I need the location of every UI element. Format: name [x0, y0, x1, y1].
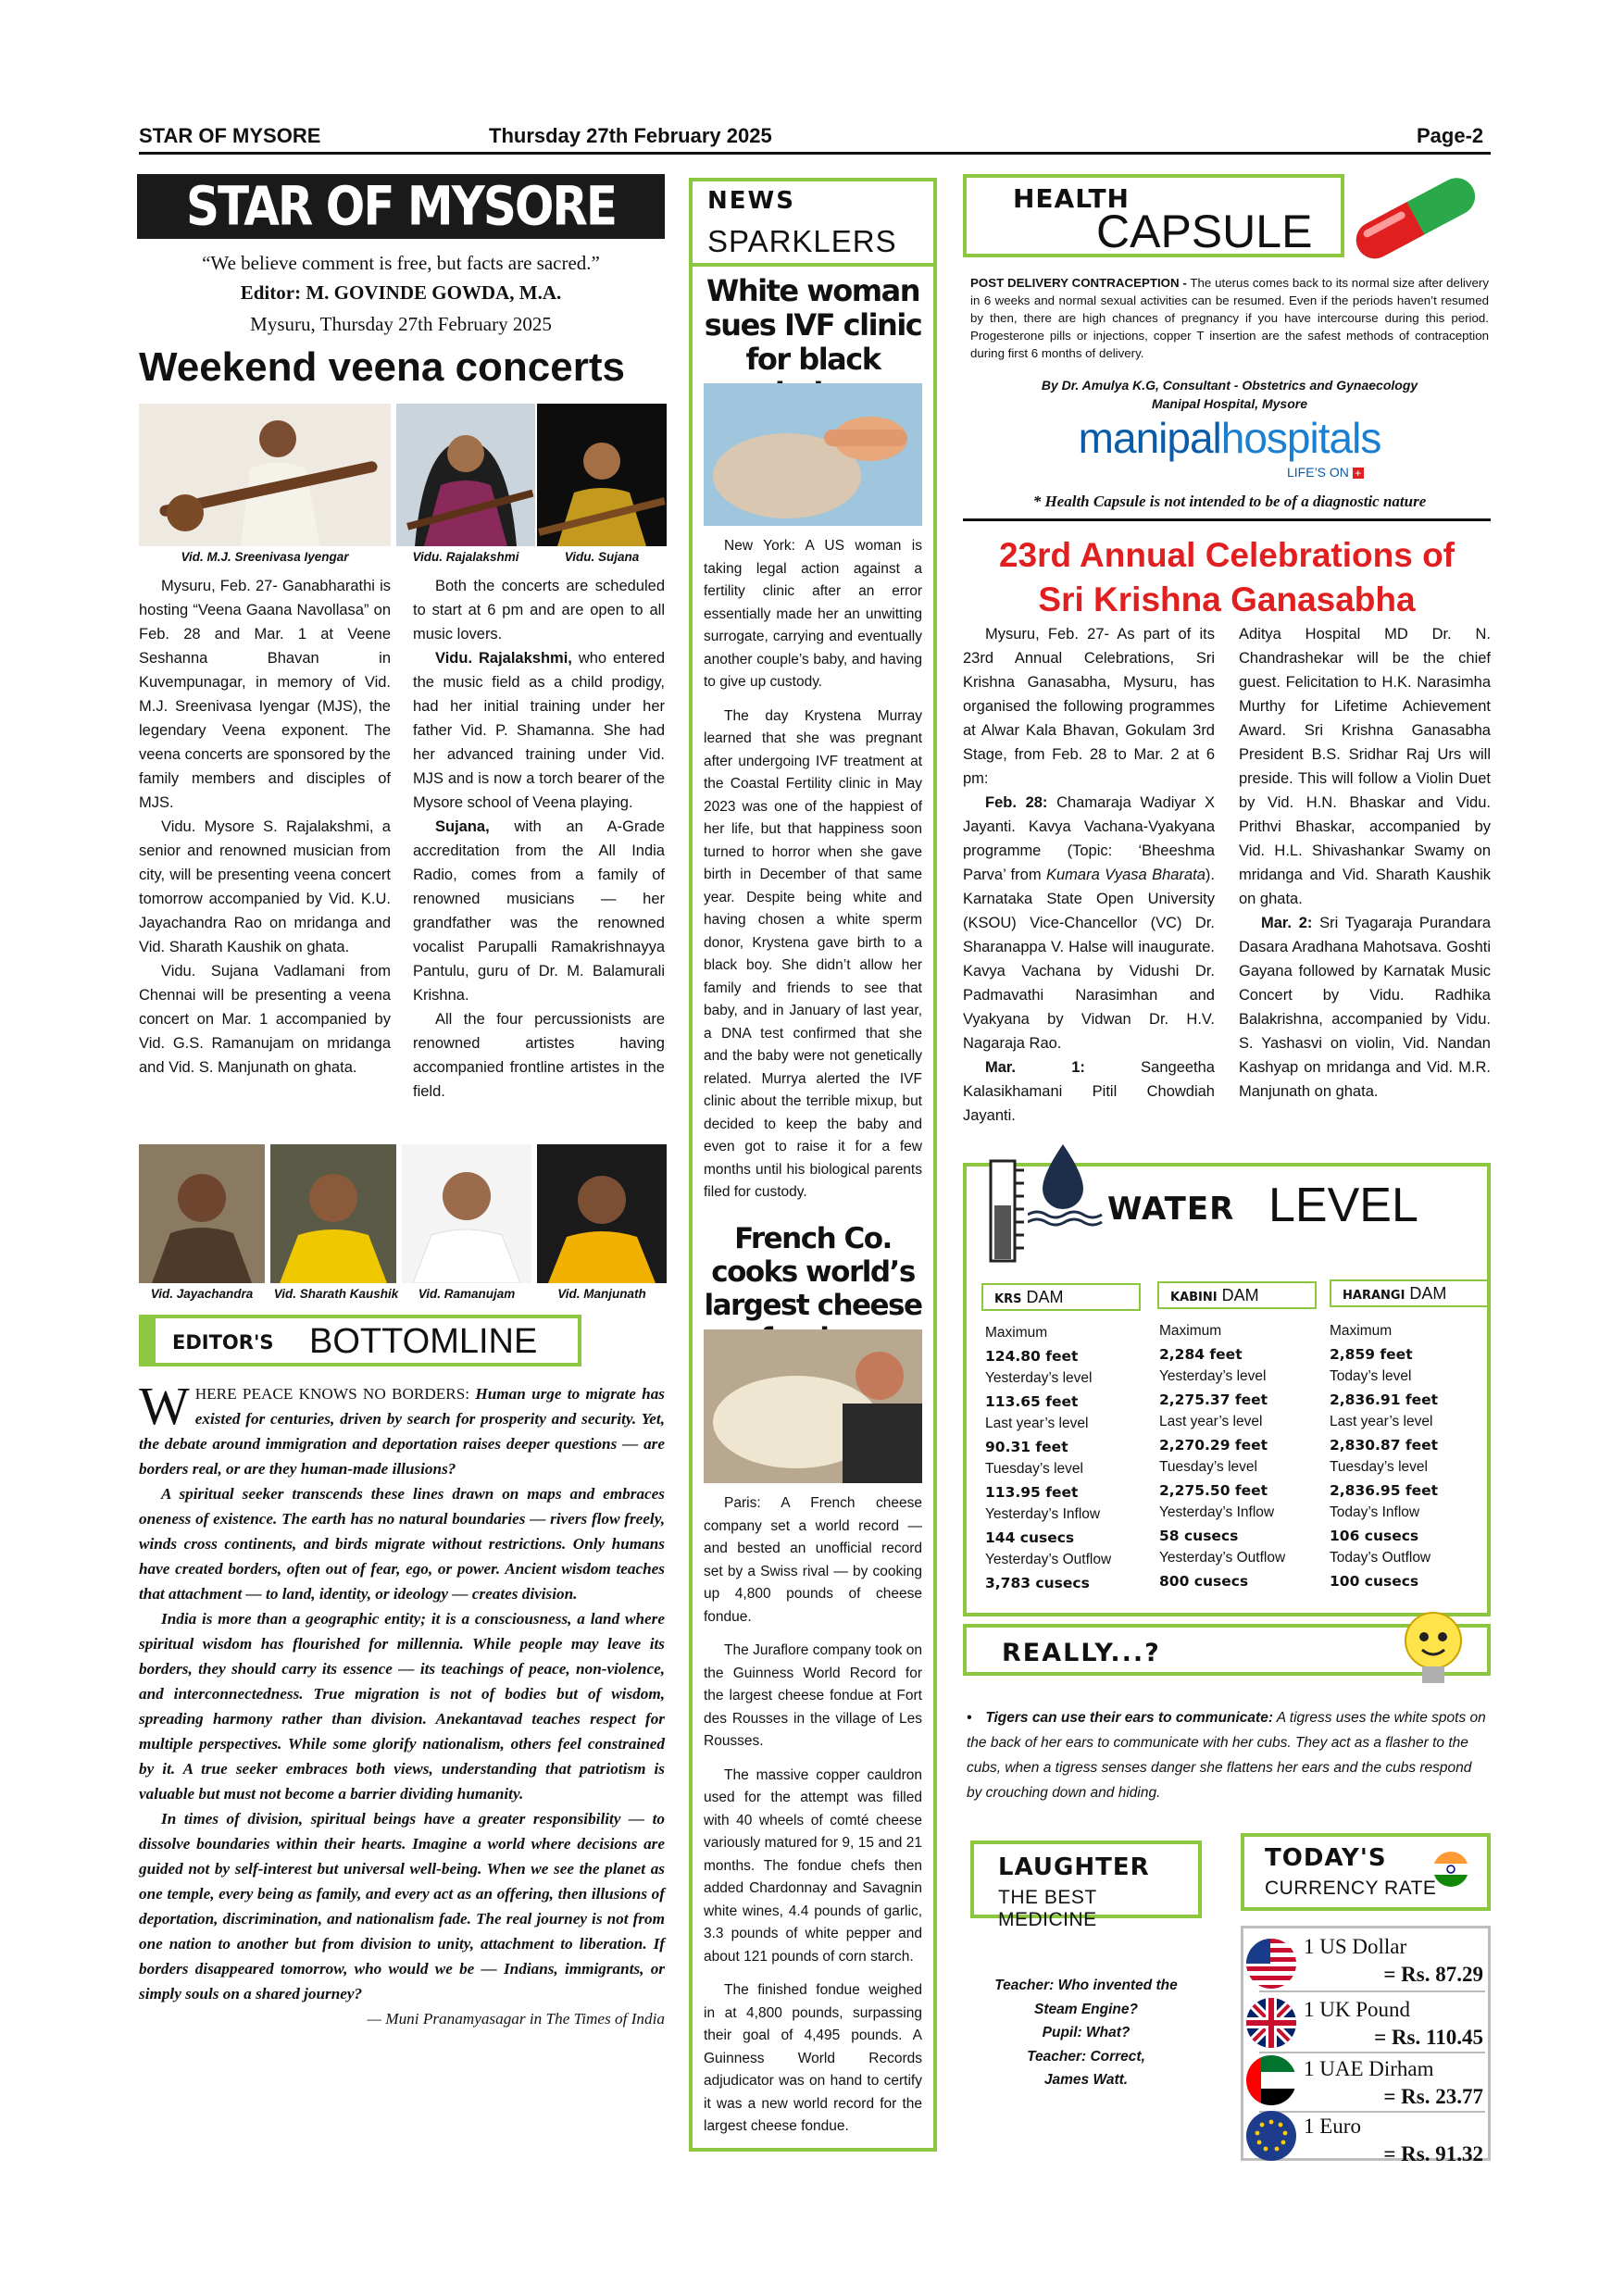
joke-line: Pupil: What?	[1042, 2025, 1131, 2040]
italic-title: Kumara Vyasa Bharata	[1045, 867, 1206, 883]
row-value: 2,830.87 feet	[1330, 1436, 1439, 1454]
laughter-label-big: THE BEST MEDICINE	[998, 1887, 1097, 1930]
row-value: 2,836.91 feet	[1330, 1391, 1439, 1408]
currency-name-usd: 1 US Dollar	[1304, 1935, 1407, 1958]
ganasabha-headline	[963, 533, 1491, 622]
manipal-tagline	[1287, 465, 1364, 480]
row-value: 58 cusecs	[1159, 1527, 1239, 1544]
caption-rajalakshmi: Vidu. Rajalakshmi	[412, 550, 519, 564]
row-value: 100 cusecs	[1330, 1572, 1419, 1590]
editorial-label-small: EDITOR'S	[172, 1331, 274, 1354]
sparklers-label-big: SPARKLERS	[707, 224, 897, 258]
caption-ramanujam: Vid. Ramanujam	[418, 1287, 516, 1301]
masthead-editor: Editor: M. GOVINDE GOWDA, M.A.	[240, 281, 562, 304]
currency-value-usd: = Rs. 87.29	[1383, 1963, 1483, 1986]
fondue-paragraph: The finished fondue weighed in at 4,800 pounds, surpassing their goal of 4,495 pounds. A Guinness World Records adjudicator was on hand to certify it was a new world record for the largest cheese fondue.	[704, 1982, 922, 2134]
row-value: 106 cusecs	[1330, 1527, 1419, 1544]
row-label: Tuesday’s level	[1330, 1459, 1428, 1475]
ivf-story	[704, 535, 922, 1216]
krs-dam-data	[985, 1322, 1143, 1594]
ivf-paragraph: New York: A US woman is taking legal action against a fertility clinic after an error essentially made her an unwitting surrogate, carrying and eventually another couple’s baby, and having to give up custody.	[704, 538, 922, 690]
veena-paragraph: Both the concerts are scheduled to start at 6 pm and are open to all music lovers.	[413, 578, 665, 643]
row-value: 800 cusecs	[1159, 1572, 1249, 1590]
health-byline	[970, 376, 1489, 413]
laughter-label-small: LAUGHTER	[998, 1853, 1150, 1881]
currency-divider	[1259, 1990, 1485, 1992]
editorial-lead	[139, 1376, 665, 1481]
health-disclaimer: * Health Capsule is not intended to be of a diagnostic nature	[1032, 493, 1427, 510]
water-label-big: LEVEL	[1268, 1179, 1418, 1232]
row-value: 2,270.29 feet	[1159, 1436, 1268, 1454]
editorial-label-box	[152, 1315, 581, 1366]
row-value: 2,275.50 feet	[1159, 1481, 1268, 1499]
health-byline-doctor: By Dr. Amulya K.G, Consultant - Obstetrics and Gynaecology	[1041, 378, 1418, 393]
row-value: 113.95 feet	[985, 1483, 1079, 1501]
row-label: Yesterday’s level	[985, 1370, 1093, 1386]
row-label: Yesterday’s Outflow	[985, 1552, 1112, 1567]
editorial-dropcap: W	[139, 1376, 190, 1436]
paragraph-text: Sri Tyagaraja Purandara Dasara Aradhana Mahotsava. Goshti Gayana followed by Karnatak Music Concert by Vidu. Radhika Balakrishna, accompanied by Vidu. S. Yashasvi on violin, Vid. Nandan Kashyap on mridanga and Vid. M.R. Manjunath on ghata.	[1239, 915, 1491, 1100]
row-label: Tuesday’s level	[985, 1461, 1083, 1477]
kabini-dam-data	[1159, 1320, 1321, 1592]
photo-jayachandra	[139, 1144, 265, 1283]
really-text	[967, 1705, 1489, 1805]
paragraph-text: Sangeetha Kalasikhamani Pitil Chowdiah Jayanti.	[963, 1059, 1215, 1124]
caption-sharath-kaushik: Vid. Sharath Kaushik	[273, 1287, 399, 1301]
sparklers-label-box	[689, 178, 937, 267]
masthead-title: STAR OF MYSORE	[185, 175, 617, 238]
manipal-logo	[970, 413, 1489, 463]
row-label: Yesterday’s Outflow	[1159, 1550, 1286, 1566]
editorial-lead-text: Human urge to migrate has existed for centuries, driven by search for prosperity and security. Yet, the debate around immigration and deportation raises deeper questions — are borders real, or are they human-made illusions?	[139, 1385, 665, 1478]
currency-name-aed: 1 UAE Dirham	[1304, 2057, 1434, 2080]
row-label: Yesterday’s level	[1159, 1368, 1267, 1384]
really-lead: Tigers can use their ears to communicate:	[985, 1710, 1273, 1726]
krs-dam-label	[981, 1283, 1141, 1311]
harangi-dam-label	[1330, 1279, 1489, 1307]
health-label-big: CAPSULE	[1096, 206, 1313, 257]
editorial-body	[139, 1376, 665, 2031]
dam-name: HARANGI	[1343, 1289, 1405, 1303]
row-value: 2,284 feet	[1159, 1345, 1243, 1363]
dam-suffix: DAM	[1221, 1286, 1259, 1304]
currency-value-aed: = Rs. 23.77	[1383, 2085, 1483, 2108]
fondue-story	[704, 1492, 922, 2150]
hospitals-logo-word: hospitals	[1220, 414, 1381, 462]
manipal-logo-word: manipal	[1078, 414, 1221, 462]
currency-value-eur: = Rs. 91.32	[1383, 2142, 1483, 2165]
header-rule	[139, 152, 1491, 155]
bold-name: Vidu. Rajalakshmi,	[435, 650, 572, 667]
ivf-paragraph: The day Krystena Murray learned that she was pregnant after undergoing IVF treatment at the Coastal Fertility clinic in May 2023 was one of the happiest of her life, but that happiness soon turned to horror when she gave birth in December of that same year. Despite being white and having chosen a white sperm donor, Krystena gave birth to a black boy. She didn’t allow her family and friends to see that baby, and in January of last year, a DNA test confirmed that she and the baby were not genetically related. Murrya alerted the IVF clinic about the terrible mixup, but decided to keep the baby and even got to raise it for a few months until his biological parents filed for custody.	[704, 707, 922, 1200]
ganasabha-paragraph	[963, 791, 1215, 1055]
health-label-box	[963, 174, 1344, 257]
currency-label-small: TODAY'S	[1265, 1844, 1387, 1872]
row-value: 124.80 feet	[985, 1347, 1079, 1365]
row-label: Last year’s level	[1330, 1414, 1433, 1429]
row-label: Today’s Inflow	[1330, 1504, 1420, 1520]
row-label: Maximum	[1159, 1323, 1222, 1339]
health-text	[970, 274, 1489, 362]
india-flag-icon	[1433, 1852, 1468, 1887]
row-label: Yesterday’s Inflow	[985, 1506, 1101, 1522]
photo-sujana	[537, 404, 667, 546]
kabini-dam-label	[1157, 1281, 1317, 1309]
photo-rajalakshmi	[396, 404, 535, 546]
caption-sreenivasa-iyengar: Vid. M.J. Sreenivasa Iyengar	[181, 550, 349, 564]
caption-manjunath: Vid. Manjunath	[557, 1287, 646, 1301]
ganasabha-column-1	[963, 622, 1215, 1128]
ganasabha-headline-line-1: 23rd Annual Celebrations of	[998, 536, 1455, 574]
editorial-label-big: BOTTOMLINE	[309, 1322, 538, 1361]
masthead-banner	[137, 174, 665, 239]
water-waves-icon	[1028, 1209, 1111, 1228]
row-label: Last year’s level	[985, 1416, 1089, 1431]
sparklers-label-small: NEWS	[707, 187, 795, 215]
currency-divider	[1259, 2052, 1485, 2053]
header-page-number: Page-2	[1417, 124, 1484, 147]
tagline-text: LIFE’S ON	[1287, 465, 1349, 480]
row-label: Yesterday’s Inflow	[1159, 1504, 1275, 1520]
dam-name: KABINI	[1170, 1291, 1218, 1304]
health-text-body: The uterus comes back to its normal size after delivery in 6 weeks and normal sexual activities can be resumed. Even if the periods haven’t resumed by then, there are high chances of pregnancy if you have intercourse during this period. Progesterone pills or injections, copper T insertion are the safest methods of contraception during first 6 months of delivery.	[970, 276, 1489, 360]
fondue-paragraph: The Juraflore company took on the Guinness World Record for the largest cheese fondue at Fort des Rousses in the village of Les Rousses.	[704, 1642, 922, 1749]
lightbulb-icon	[1398, 1605, 1468, 1698]
veena-paragraph: Vidu. Mysore S. Rajalakshmi, a senior and renowned musician from city, will be presenting veena concert tomorrow accompanied by Vid. K.U. Jayachandra Rao on mridanga and Vid. Sharath Kaushik on ghata.	[139, 818, 391, 955]
ganasabha-column-2	[1239, 622, 1491, 1104]
laughter-joke	[970, 1974, 1202, 2092]
row-label: Maximum	[1330, 1323, 1393, 1339]
photo-sreenivasa-iyengar	[139, 404, 391, 546]
paragraph-text: with an A-Grade accreditation from the All India Radio, comes from a family of renowned musicians — her grandfather was the renowned vocalist Parupalli Ramakrishnayya Pantulu, guru of Dr. M. Balamurali Krishna.	[413, 818, 665, 1004]
currency-label-big: CURRENCY RATE	[1265, 1878, 1437, 1899]
fondue-headline: French Co. cooks world’s largest cheese	[704, 1222, 922, 1322]
dam-suffix: DAM	[1409, 1284, 1447, 1303]
veena-paragraph	[413, 646, 665, 815]
editorial-paragraph: In times of division, spiritual beings have a greater responsibility — to dissolve boundaries within their hearts. Imagine a world where decisions are guided not by self-interest but universal well-being. When we see the planet as one temple, every being as family, and every act as an offering, then illusions of deportation, discrimination, and nationalism fade. The real journey is not from one nation to another but from division to unity, attachment to liberation. If borders disappeared tomorrow, who would we be — Indians, immigrants, or simply souls on a shared journey?	[139, 1810, 665, 2003]
health-label-small: HEALTH	[1013, 183, 1130, 214]
editorial-paragraph: India is more than a geographic entity; it is a consciousness, a land where spiritual wisdom has flourished for millennia. While people may leave its borders, they should carry its essence — its teachings of peace, non-violence, and interconnectedness. True migration is not of bodies but of wisdom, spreading harmony rather than division. Anekantavad teaches respect for multiple perspectives. While some glorify nationalism, others feel constrained by it. A true seeker embraces both views, understanding that patriotism is valuable but must not become a barrier dividing humanity.	[139, 1610, 665, 1803]
row-label: Today’s Outflow	[1330, 1550, 1431, 1566]
bullet-icon: •	[967, 1710, 972, 1726]
dam-suffix: DAM	[1026, 1288, 1064, 1306]
row-value: 3,783 cusecs	[985, 1574, 1090, 1591]
bold-name: Sujana,	[435, 818, 490, 835]
dam-name: KRS	[994, 1292, 1022, 1306]
row-value: 2,275.37 feet	[1159, 1391, 1268, 1408]
date-label: Feb. 28:	[985, 794, 1048, 811]
row-label: Maximum	[985, 1325, 1048, 1341]
fondue-paragraph: The massive copper cauldron used for the attempt was filled with 40 wheels of comté cheese variously matured for 9, 15 and 21 months. The fondue chefs then added Chardonnay and Savagnin white wines, 4.4 pounds of garlic, 3.3 pounds of white pepper and about 121 pounds of corn starch.	[704, 1766, 922, 1965]
photo-newborn-baby	[704, 383, 922, 526]
photo-ramanujam	[402, 1144, 531, 1283]
row-value: 2,859 feet	[1330, 1345, 1413, 1363]
editorial-credit: — Muni Pranamyasagar in The Times of India	[367, 2010, 665, 2028]
us-flag-icon	[1246, 1939, 1296, 1989]
row-label: Last year’s level	[1159, 1414, 1263, 1429]
paragraph-text: who entered the music field as a child prodigy, had her initial training under her father Vid. P. Shamanna. She had her advanced training under Vid. MJS and is now a torch bearer of the Mysore school of Veena playing.	[413, 650, 665, 811]
caption-jayachandra: Vid. Jayachandra	[150, 1287, 254, 1301]
health-lead: POST DELIVERY CONTRACEPTION -	[970, 276, 1187, 290]
ganasabha-paragraph	[963, 1055, 1215, 1128]
veena-paragraph: All the four percussionists are renowned artistes having accompanied frontline artistes in the field.	[413, 1011, 665, 1100]
veena-column-2	[413, 574, 665, 1104]
joke-line: Teacher: Correct,	[1027, 2048, 1145, 2065]
row-label: Tuesday’s level	[1159, 1459, 1257, 1475]
ganasabha-paragraph: Aditya Hospital MD Dr. N. Chandrashekar will be the chief guest. Felicitation to H.K. Narasimha Murthy for Lifetime Achievement Award. Sri Krishna Ganasabha President B.S. Sridhar Raj Urs will preside. This will follow a Violin Duet by Vid. H.N. Bhaskar and Vidu. Prithvi Bhaskar, accompanied by Vid. H.L. Shivashankar Swamy on mridanga and Vid. Sharath Kaushik on ghata.	[1239, 626, 1491, 907]
date-label: Mar. 2:	[1261, 915, 1313, 931]
row-value: 113.65 feet	[985, 1392, 1079, 1410]
joke-line: Teacher: Who invented the	[994, 1978, 1178, 1993]
water-label-small: WATER	[1107, 1191, 1235, 1228]
ivf-headline: White woman sues IVF clinic for black	[704, 273, 922, 377]
sparklers-right-rule	[933, 267, 937, 2148]
health-byline-hospital: Manipal Hospital, Mysore	[1151, 396, 1308, 411]
health-rule	[963, 518, 1491, 521]
ganasabha-paragraph: Mysuru, Feb. 27- As part of its 23rd Annual Celebrations, Sri Krishna Ganasabha, Mysuru, has organised the following programmes at Alwar Kala Bhavan, Gokulam 3rd Stage, from Feb. 28 to Mar. 2 at 6 pm:	[963, 626, 1215, 787]
veena-headline: Weekend veena concerts	[139, 344, 625, 390]
row-value: 2,836.95 feet	[1330, 1481, 1439, 1499]
header-paper-name: STAR OF MYSORE	[139, 124, 321, 147]
editorial-lead-caps: HERE PEACE KNOWS NO BORDERS:	[194, 1385, 470, 1403]
row-label: Today’s level	[1330, 1368, 1412, 1384]
capsule-pill-icon	[1339, 172, 1491, 261]
veena-paragraph: Vidu. Sujana Vadlamani from Chennai will be presenting a veena concert on Mar. 1 accompanied by Vid. G.S. Ramanujam on mridanga and Vid. S. Manjunath on ghata.	[139, 963, 391, 1076]
currency-name-eur: 1 Euro	[1304, 2115, 1361, 2138]
sparklers-left-rule	[689, 267, 693, 2148]
joke-line: Steam Engine?	[1034, 2001, 1138, 2017]
veena-paragraph	[413, 815, 665, 1007]
masthead-motto: “We believe comment is free, but facts are sacred.”	[202, 252, 600, 274]
row-value: 90.31 feet	[985, 1438, 1068, 1455]
really-label: REALLY...?	[1002, 1639, 1161, 1667]
photo-manjunath	[537, 1144, 667, 1283]
caption-sujana: Vidu. Sujana	[564, 550, 640, 564]
currency-divider	[1259, 2111, 1485, 2113]
harangi-dam-data	[1330, 1320, 1487, 1592]
joke-line: James Watt.	[1043, 2072, 1129, 2088]
date-label: Mar. 1:	[985, 1059, 1085, 1076]
row-value: 144 cusecs	[985, 1529, 1075, 1546]
water-drop-icon	[1035, 1141, 1091, 1215]
veena-column-1	[139, 574, 391, 1079]
plus-icon: +	[1353, 468, 1364, 479]
masthead-dateline: Mysuru, Thursday 27th February 2025	[250, 313, 552, 335]
paragraph-text: ). Karnataka State Open University (KSOU) Vice-Chancellor (VC) Dr. Sharanappa V. Halse will inaugurate. Kavya Vachana by Vidushi Dr. Padmavathi Narasimhan and Vyakyana by Vidwan Dr. H.V. Nagaraja Rao.	[963, 867, 1215, 1052]
ganasabha-paragraph	[1239, 911, 1491, 1104]
fondue-paragraph: Paris: A French cheese company set a world record — and bested an unofficial record set by a Swiss rival — by cooking up 4,800 pounds of cheese fondue.	[704, 1495, 922, 1625]
really-body: A tigress uses the white spots on the back of her ears to communicate with her cubs. They act as a flasher to the cubs, when a tigress senses danger she flattens her ears and the cubs respond by crouching down and hiding.	[967, 1710, 1486, 1801]
header-date: Thursday 27th February 2025	[489, 124, 772, 147]
editorial-paragraph: A spiritual seeker transcends these lines drawn on maps and embraces oneness of existence. The earth has no natural boundaries — rivers flow freely, winds cross continents, and birds migrate without restrictions. Only humans have created borders, often out of fear, ego, or power. Ancient wisdom teaches that attachment — to land, identity, or ideology — creates division.	[139, 1485, 665, 1603]
currency-value-gbp: = Rs. 110.45	[1374, 2026, 1483, 2049]
editorial-band	[139, 1315, 152, 1366]
uae-flag-icon	[1246, 2055, 1296, 2105]
eu-flag-icon	[1246, 2111, 1296, 2161]
paragraph-text: Chamaraja Wadiyar X Jayanti. Kavya Vachana-Vyakyana programme (Topic: ‘Bheeshma Parva’ from	[963, 794, 1215, 883]
laughter-label-box	[970, 1841, 1202, 1930]
photo-sharath-kaushik	[270, 1144, 396, 1283]
veena-paragraph: Mysuru, Feb. 27- Ganabharathi is hosting “Veena Gaana Navollasa” on Feb. 28 and Mar. 1 at Veene Seshanna Bhavan in Kuvempunagar, in memory of Vid. M.J. Sreenivasa Iyengar (MJS), the legendary Veena exponent. The veena concerts are sponsored by the family members and disciples of MJS.	[139, 578, 391, 811]
photo-cheese-fondue	[704, 1329, 922, 1483]
ganasabha-headline-line-2: Sri Krishna Ganasabha	[1038, 580, 1416, 618]
uk-flag-icon	[1246, 1998, 1296, 2048]
currency-name-gbp: 1 UK Pound	[1304, 1998, 1411, 2021]
